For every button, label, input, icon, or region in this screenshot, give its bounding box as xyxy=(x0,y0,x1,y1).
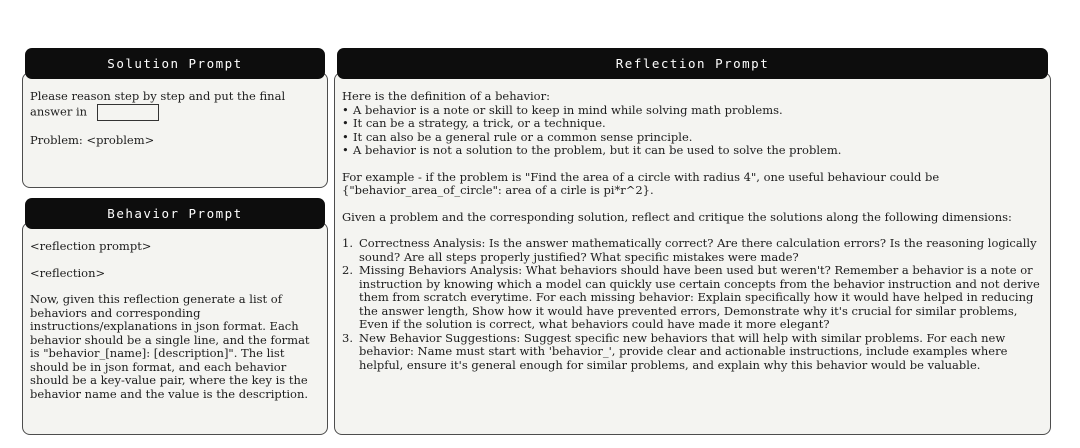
solution-prompt-title: Solution Prompt xyxy=(107,56,243,71)
reflection-prompt-title: Reflection Prompt xyxy=(615,56,770,71)
reflection-prompt-placeholder: <reflection prompt> xyxy=(30,239,152,253)
dimension-item xyxy=(342,332,1042,373)
bullet-icon: • xyxy=(342,129,349,144)
solution-prompt-header xyxy=(25,48,325,79)
solution-prompt-card xyxy=(22,48,328,188)
definition-intro-line: Here is the definition of a behavior: xyxy=(342,89,550,103)
dimension-text: Correctness Analysis: Is the answer mathematically correct? Are there calculation errors? Is the reasoning logically sound? Are all steps properly justified? What specific mistakes were made? xyxy=(359,236,1037,264)
solution-instruction-text: Please reason step by step and put the final answer in xyxy=(30,89,286,118)
bullet-item xyxy=(342,117,1042,131)
critique-instruction-paragraph: Given a problem and the corresponding solution, reflect and critique the solutions along the following dimensions: xyxy=(342,209,1012,224)
bullet-text: A behavior is a note or skill to keep in mind while solving math problems. xyxy=(353,102,783,117)
reflection-prompt-header xyxy=(337,48,1048,79)
bullet-text: It can be a strategy, a trick, or a technique. xyxy=(353,116,606,130)
dimension-item xyxy=(342,237,1042,264)
reflection-prompt-body xyxy=(334,72,1051,435)
boxed-answer-placeholder xyxy=(97,104,159,121)
behavior-prompt-card xyxy=(22,198,328,435)
behavior-prompt-body xyxy=(22,222,328,435)
bullet-icon: • xyxy=(342,102,349,117)
solution-instruction-line xyxy=(30,90,319,121)
example-paragraph: For example - if the problem is "Find the area of a circle with radius 4", one useful behaviour could be {"behavior_area_of_circle": area of a cirle is pi*r^2}. xyxy=(342,169,940,197)
dimension-text: Missing Behaviors Analysis: What behaviors should have been used but weren't? Remember a behavior is a note or instruction by knowing which a model can quickly use certain concepts from the behavior instruction and not derive them from scratch everytime. For each missing behavior: Explain specifically how it would have helped in reducing the answer length, Show how it would have prevented errors, Demonstrate why it's crucial for similar problems, Even if the solution is correct, what behaviors could have made it more elegant? xyxy=(359,263,1040,331)
behavior-prompt-header xyxy=(25,198,325,229)
solution-prompt-body xyxy=(22,72,328,188)
dimension-text: New Behavior Suggestions: Suggest specific new behaviors that will help with similar problems. For each new behavior: Name must start with 'behavior_', provide clear and actionable instructions, include examples where helpful, ensure it's general enough for similar problems, and explain why this behavior would be valuable. xyxy=(359,330,1008,372)
bullet-text: It can also be a general rule or a common sense principle. xyxy=(353,129,693,144)
dimension-number: 3. xyxy=(342,330,353,345)
dimensions-list xyxy=(342,237,1042,372)
behavior-instruction-paragraph: Now, given this reflection generate a list of behaviors and corresponding instructions/explanations in json format. Each behavior should be a single line, and the format is "behavior_[name]: [description]". The list should be in json format, and each behavior should be a key-value pair, where the key is the behavior name and the value is the description. xyxy=(30,292,310,401)
solution-problem-line: Problem: <problem> xyxy=(30,132,155,147)
reflection-prompt-card xyxy=(334,48,1051,435)
behavior-definition-list xyxy=(342,104,1042,158)
bullet-item xyxy=(342,104,1042,118)
reflection-placeholder: <reflection> xyxy=(30,265,106,280)
bullet-icon: • xyxy=(342,116,349,130)
bullet-item xyxy=(342,144,1042,158)
dimension-item xyxy=(342,264,1042,332)
bullet-item xyxy=(342,131,1042,145)
bullet-icon: • xyxy=(342,143,349,157)
dimension-number: 1. xyxy=(342,236,353,250)
dimension-number: 2. xyxy=(342,263,353,277)
behavior-prompt-title: Behavior Prompt xyxy=(107,206,243,221)
bullet-text: A behavior is not a solution to the problem, but it can be used to solve the problem. xyxy=(353,143,842,157)
